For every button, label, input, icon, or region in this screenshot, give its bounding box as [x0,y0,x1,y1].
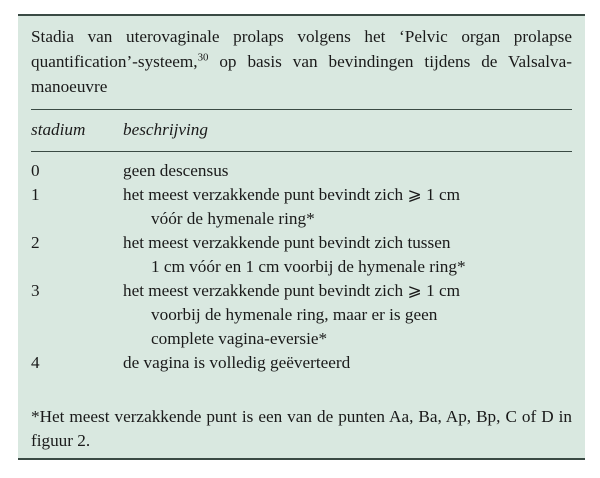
cell-stadium: 2 [31,233,40,252]
prolapse-staging-table [18,14,585,460]
desc-line: de vagina is volledig geëverteerd [123,353,351,372]
desc-line-continuation: vóór de hymenale ring* [151,209,315,228]
desc-line: geen descensus [123,161,229,180]
desc-line-continuation: complete vagina-eversie* [151,329,328,348]
column-header-stadium: stadium [31,120,86,139]
table-inner [18,16,585,453]
caption-reference-superscript: 30 [197,51,209,64]
column-header-beschrijving: beschrijving [123,120,208,139]
table-body [30,152,573,375]
cell-stadium: 0 [31,161,40,180]
table-row [31,351,572,375]
table-header-row [30,110,573,151]
desc-line: het meest verzakkende punt bevindt zich ⩾ 1 cm [123,185,461,204]
cell-beschrijving [123,159,572,183]
table-footnote: *Het meest verzakkende punt is een van de punten Aa, Ba, Ap, Bp, C of D in figuur 2. [31,407,572,450]
cell-beschrijving [123,183,572,231]
desc-line-continuation: 1 cm vóór en 1 cm voorbij de hymenale ring* [151,257,466,276]
cell-stadium: 3 [31,281,40,300]
table-row [31,279,572,351]
desc-line-continuation: voorbij de hymenale ring, maar er is geen [151,305,438,324]
caption-text-main: Stadia van uterovaginale prolaps volgens het ‘Pelvic organ prolapse quantification’-systeem, [31,27,572,71]
cell-beschrijving [123,231,572,279]
cell-beschrijving [123,351,572,375]
cell-stadium: 1 [31,185,40,204]
table-row [31,231,572,279]
cell-stadium: 4 [31,353,40,372]
desc-line: het meest verzakkende punt bevindt zich tussen [123,233,451,252]
table-caption [30,16,573,109]
desc-line: het meest verzakkende punt bevindt zich ⩾ 1 cm [123,281,461,300]
table-row [31,159,572,183]
caption-text-tail: op basis van bevindingen tijdens de Valsalva-manoeuvre [31,52,572,96]
cell-beschrijving [123,279,572,351]
table-row [31,183,572,231]
